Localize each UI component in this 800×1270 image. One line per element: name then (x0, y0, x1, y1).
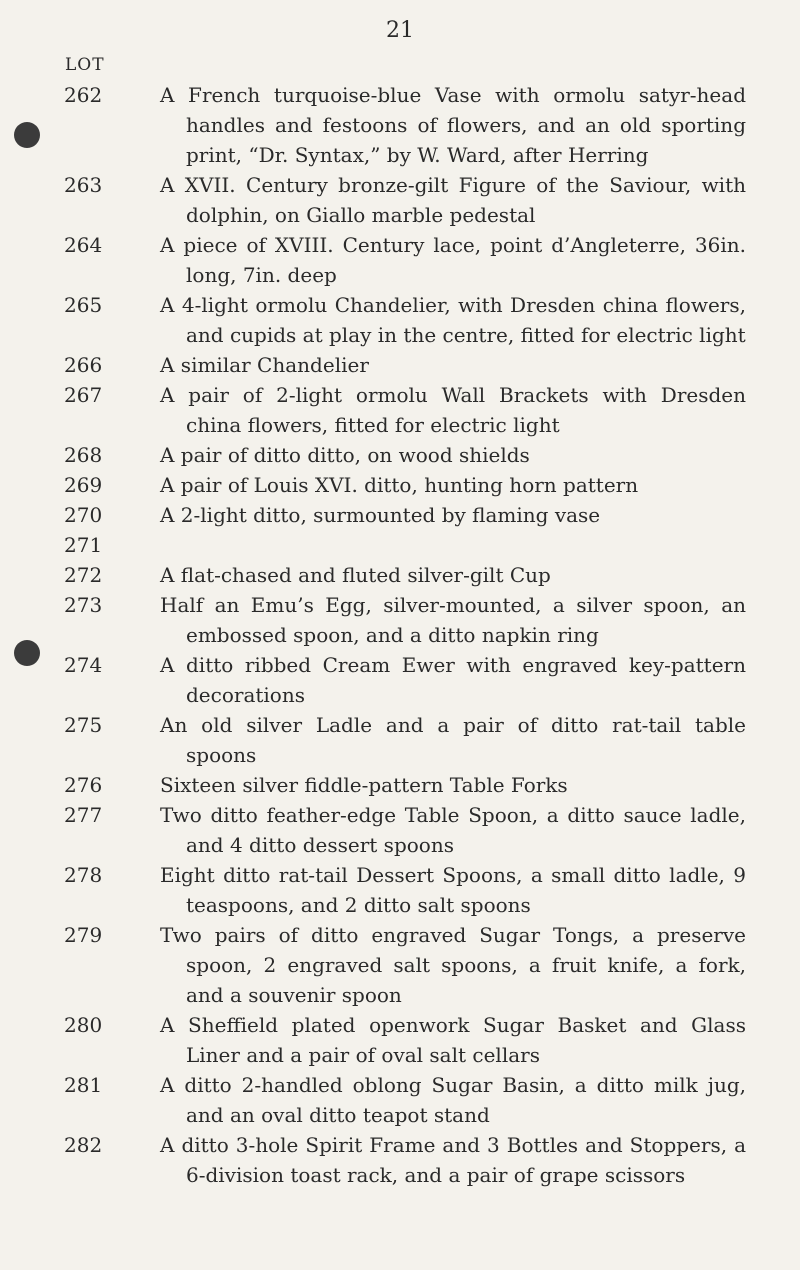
lot-item (0, 500, 800, 530)
lot-number: 274 (64, 653, 103, 677)
lot-number: 280 (64, 1013, 103, 1037)
lot-description: Two pairs of ditto engraved Sugar Tongs, a preserve spoon, 2 engraved salt spoons, a fruit knife, a fork, and a souvenir spoon (160, 923, 746, 1007)
lot-description: A pair of ditto ditto, on wood shields (160, 443, 530, 467)
lot-item (0, 170, 800, 230)
lot-number: 277 (64, 803, 103, 827)
lot-description: A ditto ribbed Cream Ewer with engraved key-pattern decorations (160, 653, 746, 707)
lot-description: Eight ditto rat-tail Dessert Spoons, a small ditto ladle, 9 teaspoons, and 2 ditto salt spoons (160, 863, 746, 917)
lot-item (0, 710, 800, 770)
lot-description: A French turquoise-blue Vase with ormolu satyr-head handles and festoons of flowers, and an old sporting print, “Dr. Syntax,” by W. Ward, after Herring (160, 83, 746, 167)
lot-item (0, 230, 800, 290)
lot-item (0, 920, 800, 1010)
lot-description: An old silver Ladle and a pair of ditto rat-tail table spoons (160, 713, 746, 767)
lot-item (0, 590, 800, 650)
lot-number: 264 (64, 233, 103, 257)
lot-item (0, 530, 800, 560)
page-number: 21 (386, 18, 414, 43)
lot-description: A XVII. Century bronze-gilt Figure of the Saviour, with dolphin, on Giallo marble pedestal (160, 173, 746, 227)
lot-number: 262 (64, 83, 103, 107)
lot-number: 266 (64, 353, 103, 377)
lot-item (0, 380, 800, 440)
lot-item (0, 470, 800, 500)
lot-number: 275 (64, 713, 103, 737)
lot-column-header: LOT (65, 55, 105, 75)
lot-item (0, 800, 800, 860)
lot-number: 263 (64, 173, 103, 197)
lot-number: 273 (64, 593, 103, 617)
lot-number: 279 (64, 923, 103, 947)
lot-description: A piece of XVIII. Century lace, point d’Angleterre, 36in. long, 7in. deep (160, 233, 746, 287)
lot-number: 265 (64, 293, 103, 317)
lot-description (160, 530, 746, 560)
lot-item (0, 860, 800, 920)
lot-number: 276 (64, 773, 103, 797)
lot-description: A similar Chandelier (160, 353, 369, 377)
lot-item (0, 770, 800, 800)
lot-item (0, 80, 800, 170)
lot-number: 267 (64, 383, 103, 407)
lot-item (0, 440, 800, 470)
lot-description: Two ditto feather-edge Table Spoon, a ditto sauce ladle, and 4 ditto dessert spoons (160, 803, 746, 857)
lot-number: 281 (64, 1073, 103, 1097)
lot-number: 269 (64, 473, 103, 497)
lot-description: A Sheffield plated openwork Sugar Basket and Glass Liner and a pair of oval salt cellars (160, 1013, 746, 1067)
lot-number: 272 (64, 563, 103, 587)
lot-description: A pair of 2-light ormolu Wall Brackets with Dresden china flowers, fitted for electric light (160, 383, 746, 437)
lot-item (0, 650, 800, 710)
lot-item (0, 560, 800, 590)
lot-number: 282 (64, 1133, 103, 1157)
lot-item (0, 290, 800, 350)
lot-description: A 4-light ormolu Chandelier, with Dresden china flowers, and cupids at play in the centre, fitted for electric light (160, 293, 746, 347)
lot-item (0, 1130, 800, 1190)
lot-description: A flat-chased and fluted silver-gilt Cup (160, 563, 551, 587)
lot-number: 271 (64, 533, 103, 557)
lot-description: A pair of Louis XVI. ditto, hunting horn pattern (160, 473, 639, 497)
lot-item (0, 350, 800, 380)
lot-description: A ditto 2-handled oblong Sugar Basin, a ditto milk jug, and an oval ditto teapot stand (160, 1073, 746, 1127)
lot-number: 270 (64, 503, 103, 527)
lot-number: 268 (64, 443, 103, 467)
lot-description: A 2-light ditto, surmounted by flaming vase (160, 503, 601, 527)
lot-list (0, 80, 800, 1190)
lot-description: Sixteen silver fiddle-pattern Table Forks (160, 773, 568, 797)
lot-number: 278 (64, 863, 103, 887)
lot-description: Half an Emu’s Egg, silver-mounted, a silver spoon, an embossed spoon, and a ditto napkin ring (160, 593, 746, 647)
lot-item (0, 1010, 800, 1070)
lot-description: A ditto 3-hole Spirit Frame and 3 Bottles and Stoppers, a 6-division toast rack, and a pair of grape scissors (160, 1133, 746, 1187)
lot-item (0, 1070, 800, 1130)
